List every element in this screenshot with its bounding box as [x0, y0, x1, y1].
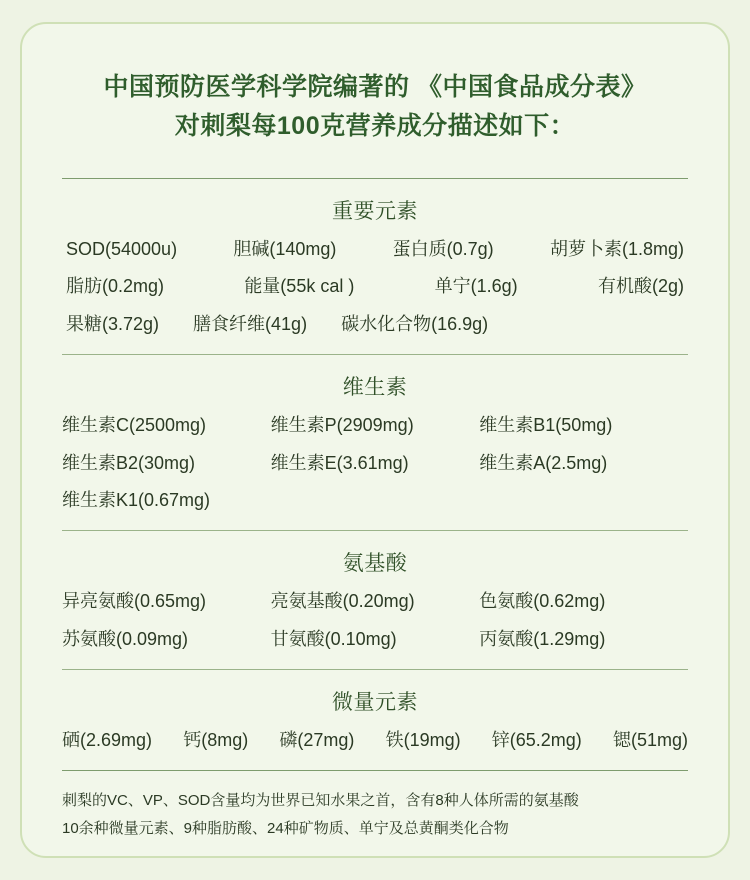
section-heading-vitamins: 维生素 [342, 375, 408, 399]
nutrient-item: 亮氨基酸(0.20mg) [270, 591, 415, 612]
trace-row [62, 722, 688, 760]
section-heading-amino-acids: 氨基酸 [342, 552, 408, 576]
nutrient-item: 膳食纤维(41g) [193, 314, 308, 335]
nutrient-item: 钙(8mg) [183, 729, 249, 750]
vitamin-row [62, 482, 688, 520]
nutrient-item: 果糖(3.72g) [66, 314, 160, 335]
element-row [62, 231, 688, 269]
nutrient-item: 锶(51mg) [612, 729, 688, 750]
section-amino-acids [62, 531, 688, 669]
nutrient-item: 丙氨酸(1.29mg) [479, 629, 606, 650]
nutrient-item: 色氨酸(0.62mg) [479, 591, 606, 612]
divider-bottom [62, 770, 688, 771]
page-title [62, 68, 688, 146]
nutrient-item: 维生素A(2.5mg) [479, 452, 608, 473]
nutrient-item: 维生素K1(0.67mg) [62, 490, 211, 511]
nutrient-item: 胆碱(140mg) [233, 238, 337, 259]
nutrient-item: 硒(2.69mg) [62, 729, 153, 750]
nutrient-item: 脂肪(0.2mg) [66, 276, 165, 297]
nutrient-item: 铁(19mg) [385, 729, 461, 750]
section-important-elements [62, 179, 688, 354]
title-line-2: 对刺梨每100克营养成分描述如下： [174, 111, 576, 140]
amino-row [62, 621, 688, 659]
element-row [62, 306, 688, 344]
section-trace-elements [62, 670, 688, 770]
nutrient-item: SOD(54000u) [66, 238, 178, 259]
vitamin-row [62, 445, 688, 483]
nutrient-item: 维生素B2(30mg) [62, 452, 196, 473]
nutrient-item: 磷(27mg) [279, 729, 355, 750]
section-heading-important-elements: 重要元素 [332, 199, 418, 223]
nutrition-card [20, 22, 730, 858]
nutrient-item: 能量(55k cal ) [244, 276, 355, 297]
section-heading-trace-elements: 微量元素 [332, 690, 418, 714]
nutrient-item: 有机酸(2g) [597, 276, 684, 297]
nutrient-item: 异亮氨酸(0.65mg) [62, 591, 207, 612]
amino-row [62, 583, 688, 621]
nutrient-item: 维生素C(2500mg) [62, 414, 207, 435]
section-vitamins [62, 355, 688, 530]
nutrient-item: 苏氨酸(0.09mg) [62, 629, 189, 650]
nutrient-item: 锌(65.2mg) [491, 729, 582, 750]
nutrient-item: 蛋白质(0.7g) [392, 238, 494, 259]
nutrient-item: 维生素P(2909mg) [270, 414, 414, 435]
nutrient-item: 单宁(1.6g) [434, 276, 518, 297]
footnote-line-1: 刺梨的VC、VP、SOD含量均为世界已知水果之首，含有8种人体所需的氨基酸 [62, 791, 579, 809]
footnote-line-2: 10余种微量元素、9种脂肪酸、24种矿物质、单宁及总黄酮类化合物 [62, 820, 509, 838]
nutrient-item: 维生素B1(50mg) [479, 414, 613, 435]
nutrient-item: 碳水化合物(16.9g) [341, 314, 489, 335]
vitamin-row [62, 407, 688, 445]
nutrient-item: 甘氨酸(0.10mg) [270, 629, 397, 650]
element-row [62, 268, 688, 306]
footnote [62, 787, 688, 844]
title-line-1: 中国预防医学科学院编著的 《中国食品成分表》 [103, 73, 647, 101]
nutrient-item: 胡萝卜素(1.8mg) [549, 238, 684, 259]
nutrient-item: 维生素E(3.61mg) [270, 452, 409, 473]
